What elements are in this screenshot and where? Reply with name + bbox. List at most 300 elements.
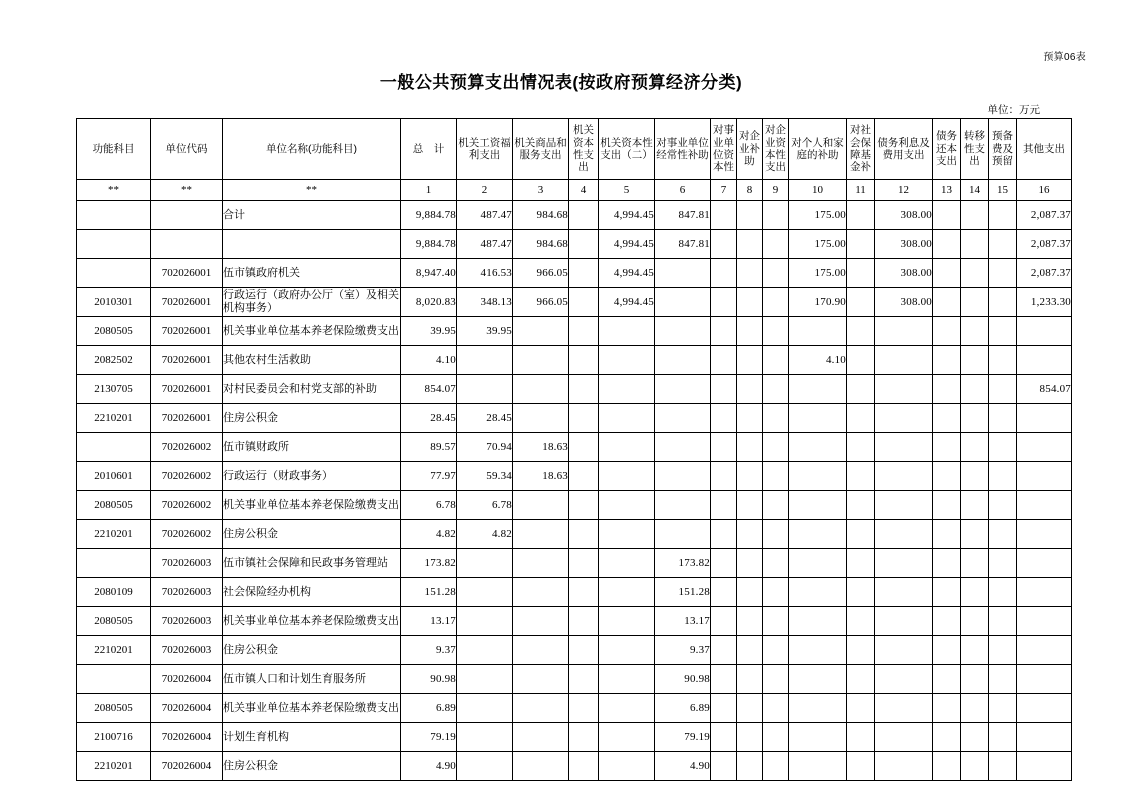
cell-amount-8 xyxy=(737,549,763,578)
cell-amount-6 xyxy=(655,433,711,462)
cell-amount-1: 13.17 xyxy=(401,607,457,636)
cell-amount-7 xyxy=(711,607,737,636)
cell-amount-8 xyxy=(737,259,763,288)
cell-amount-8 xyxy=(737,665,763,694)
cell-amount-10 xyxy=(789,665,847,694)
cell-unit-code: 702026001 xyxy=(151,259,223,288)
cell-amount-13 xyxy=(933,375,961,404)
cell-amount-3 xyxy=(513,694,569,723)
cell-amount-7 xyxy=(711,433,737,462)
cell-amount-5: 4,994.45 xyxy=(599,230,655,259)
cell-amount-5 xyxy=(599,346,655,375)
cell-amount-10 xyxy=(789,375,847,404)
cell-amount-15 xyxy=(989,346,1017,375)
cell-amount-4 xyxy=(569,404,599,433)
cell-amount-6 xyxy=(655,288,711,317)
cell-amount-7 xyxy=(711,636,737,665)
cell-amount-10: 175.00 xyxy=(789,259,847,288)
cell-amount-13 xyxy=(933,723,961,752)
col-num-goods: 3 xyxy=(513,180,569,201)
cell-amount-12 xyxy=(875,462,933,491)
cell-amount-9 xyxy=(763,665,789,694)
col-header-enterprise-subsidy: 对企业补助 xyxy=(737,119,763,180)
cell-amount-5 xyxy=(599,607,655,636)
cell-amount-14 xyxy=(961,520,989,549)
cell-amount-12 xyxy=(875,317,933,346)
cell-function-code xyxy=(77,665,151,694)
cell-amount-7 xyxy=(711,288,737,317)
cell-amount-3: 18.63 xyxy=(513,433,569,462)
cell-unit-code: 702026004 xyxy=(151,752,223,781)
cell-amount-11 xyxy=(847,404,875,433)
cell-amount-3 xyxy=(513,404,569,433)
cell-amount-3 xyxy=(513,723,569,752)
cell-amount-10 xyxy=(789,578,847,607)
cell-amount-10: 175.00 xyxy=(789,201,847,230)
cell-amount-4 xyxy=(569,317,599,346)
cell-amount-8 xyxy=(737,694,763,723)
cell-amount-5: 4,994.45 xyxy=(599,288,655,317)
cell-function-code xyxy=(77,259,151,288)
cell-amount-2: 6.78 xyxy=(457,491,513,520)
cell-amount-14 xyxy=(961,317,989,346)
cell-amount-11 xyxy=(847,346,875,375)
cell-amount-13 xyxy=(933,433,961,462)
cell-amount-14 xyxy=(961,346,989,375)
cell-amount-13 xyxy=(933,288,961,317)
col-header-institution-capital: 对事业单位资本性 xyxy=(711,119,737,180)
cell-amount-5 xyxy=(599,375,655,404)
cell-amount-5 xyxy=(599,462,655,491)
cell-function-code: 2080505 xyxy=(77,317,151,346)
cell-amount-16 xyxy=(1017,433,1072,462)
cell-amount-9 xyxy=(763,636,789,665)
cell-unit-code: 702026002 xyxy=(151,491,223,520)
cell-amount-9 xyxy=(763,549,789,578)
cell-unit-name xyxy=(223,230,401,259)
cell-amount-1: 173.82 xyxy=(401,549,457,578)
cell-amount-16 xyxy=(1017,549,1072,578)
cell-amount-3 xyxy=(513,491,569,520)
cell-amount-16 xyxy=(1017,491,1072,520)
cell-function-code xyxy=(77,549,151,578)
col-header-salary: 机关工资福利支出 xyxy=(457,119,513,180)
col-num-total: 1 xyxy=(401,180,457,201)
cell-amount-5: 4,994.45 xyxy=(599,201,655,230)
cell-amount-8 xyxy=(737,288,763,317)
cell-amount-13 xyxy=(933,462,961,491)
cell-amount-9 xyxy=(763,404,789,433)
cell-amount-3 xyxy=(513,549,569,578)
table-row xyxy=(77,723,1072,752)
table-header xyxy=(77,119,1072,201)
cell-unit-name: 住房公积金 xyxy=(223,404,401,433)
cell-amount-9 xyxy=(763,201,789,230)
cell-amount-7 xyxy=(711,549,737,578)
cell-amount-8 xyxy=(737,578,763,607)
cell-amount-9 xyxy=(763,433,789,462)
table-row xyxy=(77,288,1072,317)
cell-amount-9 xyxy=(763,375,789,404)
header-label-row xyxy=(77,119,1072,180)
cell-amount-2 xyxy=(457,346,513,375)
cell-amount-4 xyxy=(569,288,599,317)
cell-function-code: 2210201 xyxy=(77,636,151,665)
cell-function-code: 2010301 xyxy=(77,288,151,317)
cell-amount-16 xyxy=(1017,346,1072,375)
cell-amount-12: 308.00 xyxy=(875,288,933,317)
cell-amount-11 xyxy=(847,259,875,288)
col-header-goods: 机关商品和服务支出 xyxy=(513,119,569,180)
table-row xyxy=(77,752,1072,781)
col-header-unitcode: 单位代码 xyxy=(151,119,223,180)
cell-amount-9 xyxy=(763,230,789,259)
cell-amount-12 xyxy=(875,723,933,752)
cell-unit-name: 伍市镇社会保障和民政事务管理站 xyxy=(223,549,401,578)
col-num-salary: 2 xyxy=(457,180,513,201)
cell-amount-8 xyxy=(737,491,763,520)
cell-amount-8 xyxy=(737,433,763,462)
cell-function-code: 2210201 xyxy=(77,752,151,781)
cell-amount-5 xyxy=(599,694,655,723)
cell-amount-2 xyxy=(457,694,513,723)
cell-amount-9 xyxy=(763,462,789,491)
cell-amount-9 xyxy=(763,723,789,752)
col-num-debt-principal: 13 xyxy=(933,180,961,201)
cell-amount-12 xyxy=(875,636,933,665)
cell-unit-code xyxy=(151,230,223,259)
cell-amount-11 xyxy=(847,752,875,781)
cell-amount-11 xyxy=(847,201,875,230)
cell-amount-4 xyxy=(569,259,599,288)
cell-amount-4 xyxy=(569,375,599,404)
cell-amount-8 xyxy=(737,317,763,346)
cell-amount-6 xyxy=(655,259,711,288)
cell-amount-9 xyxy=(763,607,789,636)
cell-amount-1: 28.45 xyxy=(401,404,457,433)
cell-amount-3 xyxy=(513,607,569,636)
cell-amount-16 xyxy=(1017,317,1072,346)
cell-amount-2 xyxy=(457,578,513,607)
table-row xyxy=(77,665,1072,694)
cell-amount-1: 6.89 xyxy=(401,694,457,723)
cell-amount-8 xyxy=(737,404,763,433)
cell-amount-1: 9,884.78 xyxy=(401,230,457,259)
col-num-debt-interest: 12 xyxy=(875,180,933,201)
cell-amount-16 xyxy=(1017,665,1072,694)
cell-amount-5 xyxy=(599,404,655,433)
cell-amount-3 xyxy=(513,317,569,346)
col-header-other: 其他支出 xyxy=(1017,119,1072,180)
cell-amount-4 xyxy=(569,607,599,636)
cell-amount-1: 6.78 xyxy=(401,491,457,520)
cell-amount-4 xyxy=(569,346,599,375)
cell-amount-14 xyxy=(961,665,989,694)
cell-amount-11 xyxy=(847,636,875,665)
col-header-reserve: 预备费及预留 xyxy=(989,119,1017,180)
cell-function-code: 2100716 xyxy=(77,723,151,752)
col-header-total: 总 计 xyxy=(401,119,457,180)
table-row xyxy=(77,230,1072,259)
table-row xyxy=(77,375,1072,404)
cell-unit-name: 机关事业单位基本养老保险缴费支出 xyxy=(223,607,401,636)
cell-amount-4 xyxy=(569,433,599,462)
cell-amount-11 xyxy=(847,288,875,317)
cell-amount-14 xyxy=(961,549,989,578)
cell-amount-8 xyxy=(737,201,763,230)
cell-amount-10: 4.10 xyxy=(789,346,847,375)
cell-amount-6 xyxy=(655,491,711,520)
cell-amount-13 xyxy=(933,520,961,549)
cell-function-code: 2080109 xyxy=(77,578,151,607)
cell-amount-9 xyxy=(763,259,789,288)
cell-amount-1: 4.10 xyxy=(401,346,457,375)
cell-amount-3 xyxy=(513,578,569,607)
cell-amount-12 xyxy=(875,549,933,578)
cell-amount-2 xyxy=(457,636,513,665)
col-num-transfer: 14 xyxy=(961,180,989,201)
cell-amount-16: 1,233.30 xyxy=(1017,288,1072,317)
cell-amount-7 xyxy=(711,404,737,433)
col-header-household-subsidy: 对个人和家庭的补助 xyxy=(789,119,847,180)
cell-function-code: 2210201 xyxy=(77,520,151,549)
cell-amount-6: 173.82 xyxy=(655,549,711,578)
cell-amount-2 xyxy=(457,723,513,752)
cell-function-code: 2080505 xyxy=(77,607,151,636)
cell-amount-12 xyxy=(875,491,933,520)
cell-amount-11 xyxy=(847,520,875,549)
cell-amount-10: 175.00 xyxy=(789,230,847,259)
cell-amount-5 xyxy=(599,549,655,578)
cell-amount-14 xyxy=(961,288,989,317)
cell-amount-15 xyxy=(989,636,1017,665)
cell-amount-3 xyxy=(513,375,569,404)
col-num-enterprise-subsidy: 8 xyxy=(737,180,763,201)
col-header-institution-regular: 对事业单位经常性补助 xyxy=(655,119,711,180)
cell-amount-4 xyxy=(569,230,599,259)
cell-unit-code: 702026003 xyxy=(151,578,223,607)
cell-function-code: 2210201 xyxy=(77,404,151,433)
col-header-capital: 机关资本性支出 xyxy=(569,119,599,180)
cell-amount-5 xyxy=(599,317,655,346)
cell-unit-code: 702026001 xyxy=(151,288,223,317)
cell-amount-5 xyxy=(599,520,655,549)
cell-amount-15 xyxy=(989,491,1017,520)
cell-amount-6 xyxy=(655,520,711,549)
cell-amount-14 xyxy=(961,607,989,636)
cell-amount-3: 966.05 xyxy=(513,288,569,317)
cell-amount-8 xyxy=(737,607,763,636)
cell-unit-name: 住房公积金 xyxy=(223,520,401,549)
cell-amount-9 xyxy=(763,491,789,520)
cell-amount-5 xyxy=(599,433,655,462)
table-row xyxy=(77,317,1072,346)
cell-amount-7 xyxy=(711,694,737,723)
cell-amount-11 xyxy=(847,694,875,723)
cell-amount-16 xyxy=(1017,694,1072,723)
cell-unit-name: 伍市镇财政所 xyxy=(223,433,401,462)
cell-amount-11 xyxy=(847,607,875,636)
cell-amount-6 xyxy=(655,462,711,491)
cell-amount-8 xyxy=(737,346,763,375)
cell-amount-8 xyxy=(737,636,763,665)
col-header-debt-interest: 债务利息及费用支出 xyxy=(875,119,933,180)
cell-amount-3: 966.05 xyxy=(513,259,569,288)
table-row xyxy=(77,578,1072,607)
cell-amount-7 xyxy=(711,578,737,607)
cell-amount-8 xyxy=(737,752,763,781)
cell-amount-2: 39.95 xyxy=(457,317,513,346)
cell-amount-15 xyxy=(989,404,1017,433)
col-num-capital2: 5 xyxy=(599,180,655,201)
cell-amount-10 xyxy=(789,404,847,433)
cell-amount-15 xyxy=(989,665,1017,694)
cell-amount-15 xyxy=(989,230,1017,259)
cell-amount-3 xyxy=(513,665,569,694)
cell-amount-1: 77.97 xyxy=(401,462,457,491)
cell-amount-9 xyxy=(763,578,789,607)
cell-amount-13 xyxy=(933,404,961,433)
cell-amount-4 xyxy=(569,578,599,607)
cell-amount-1: 854.07 xyxy=(401,375,457,404)
table-row xyxy=(77,694,1072,723)
cell-amount-16 xyxy=(1017,636,1072,665)
cell-unit-code: 702026002 xyxy=(151,462,223,491)
cell-amount-13 xyxy=(933,578,961,607)
cell-amount-6: 151.28 xyxy=(655,578,711,607)
table-row xyxy=(77,636,1072,665)
cell-amount-13 xyxy=(933,752,961,781)
cell-amount-14 xyxy=(961,404,989,433)
page-title: 一般公共预算支出情况表(按政府预算经济分类) xyxy=(379,73,743,92)
cell-amount-12: 308.00 xyxy=(875,201,933,230)
cell-amount-3: 984.68 xyxy=(513,201,569,230)
cell-amount-14 xyxy=(961,723,989,752)
col-num-institution-regular: 6 xyxy=(655,180,711,201)
cell-amount-2: 416.53 xyxy=(457,259,513,288)
cell-unit-code: 702026003 xyxy=(151,607,223,636)
col-num-unitcode: ** xyxy=(151,180,223,201)
cell-amount-15 xyxy=(989,520,1017,549)
cell-amount-6: 847.81 xyxy=(655,230,711,259)
cell-amount-13 xyxy=(933,230,961,259)
cell-amount-10: 170.90 xyxy=(789,288,847,317)
cell-amount-4 xyxy=(569,636,599,665)
cell-amount-10 xyxy=(789,549,847,578)
cell-amount-13 xyxy=(933,346,961,375)
cell-amount-10 xyxy=(789,520,847,549)
cell-unit-code xyxy=(151,201,223,230)
budget-table xyxy=(76,118,1072,781)
cell-amount-16 xyxy=(1017,752,1072,781)
cell-amount-7 xyxy=(711,462,737,491)
col-header-debt-principal: 债务还本支出 xyxy=(933,119,961,180)
cell-amount-13 xyxy=(933,201,961,230)
cell-amount-7 xyxy=(711,723,737,752)
cell-amount-12 xyxy=(875,752,933,781)
cell-amount-5 xyxy=(599,491,655,520)
cell-amount-1: 90.98 xyxy=(401,665,457,694)
cell-amount-14 xyxy=(961,201,989,230)
cell-amount-4 xyxy=(569,462,599,491)
cell-amount-2: 487.47 xyxy=(457,230,513,259)
cell-unit-name: 机关事业单位基本养老保险缴费支出 xyxy=(223,694,401,723)
cell-amount-15 xyxy=(989,288,1017,317)
cell-amount-4 xyxy=(569,549,599,578)
col-header-capital2: 机关资本性支出（二） xyxy=(599,119,655,180)
cell-amount-4 xyxy=(569,520,599,549)
cell-amount-13 xyxy=(933,607,961,636)
cell-amount-16: 2,087.37 xyxy=(1017,201,1072,230)
cell-amount-2 xyxy=(457,375,513,404)
cell-amount-2: 59.34 xyxy=(457,462,513,491)
cell-amount-10 xyxy=(789,636,847,665)
form-code-label: 预算06表 xyxy=(1043,52,1086,63)
col-num-other: 16 xyxy=(1017,180,1072,201)
cell-amount-14 xyxy=(961,462,989,491)
cell-amount-14 xyxy=(961,491,989,520)
cell-amount-14 xyxy=(961,694,989,723)
cell-amount-3: 18.63 xyxy=(513,462,569,491)
cell-amount-14 xyxy=(961,433,989,462)
cell-amount-2: 28.45 xyxy=(457,404,513,433)
cell-amount-7 xyxy=(711,520,737,549)
col-num-capital: 4 xyxy=(569,180,599,201)
cell-amount-3 xyxy=(513,346,569,375)
cell-amount-2 xyxy=(457,752,513,781)
cell-amount-7 xyxy=(711,317,737,346)
cell-amount-1: 9.37 xyxy=(401,636,457,665)
cell-amount-13 xyxy=(933,636,961,665)
cell-amount-5 xyxy=(599,665,655,694)
cell-unit-code: 702026004 xyxy=(151,723,223,752)
cell-amount-14 xyxy=(961,752,989,781)
cell-amount-11 xyxy=(847,375,875,404)
cell-amount-1: 9,884.78 xyxy=(401,201,457,230)
cell-amount-13 xyxy=(933,694,961,723)
cell-amount-15 xyxy=(989,578,1017,607)
cell-amount-13 xyxy=(933,491,961,520)
cell-amount-4 xyxy=(569,694,599,723)
cell-amount-12 xyxy=(875,607,933,636)
cell-amount-8 xyxy=(737,375,763,404)
cell-amount-10 xyxy=(789,694,847,723)
col-num-enterprise-capital: 9 xyxy=(763,180,789,201)
cell-amount-10 xyxy=(789,317,847,346)
cell-amount-15 xyxy=(989,259,1017,288)
cell-unit-name: 行政运行（财政事务） xyxy=(223,462,401,491)
table-row xyxy=(77,462,1072,491)
cell-amount-4 xyxy=(569,201,599,230)
cell-amount-2 xyxy=(457,665,513,694)
cell-amount-7 xyxy=(711,346,737,375)
table-row xyxy=(77,346,1072,375)
cell-amount-14 xyxy=(961,259,989,288)
cell-amount-8 xyxy=(737,520,763,549)
cell-amount-1: 4.90 xyxy=(401,752,457,781)
table-row xyxy=(77,549,1072,578)
cell-amount-12: 308.00 xyxy=(875,230,933,259)
cell-amount-9 xyxy=(763,288,789,317)
cell-unit-name: 社会保险经办机构 xyxy=(223,578,401,607)
cell-amount-15 xyxy=(989,607,1017,636)
cell-amount-1: 79.19 xyxy=(401,723,457,752)
cell-amount-11 xyxy=(847,491,875,520)
cell-amount-6: 90.98 xyxy=(655,665,711,694)
cell-amount-4 xyxy=(569,752,599,781)
cell-amount-16: 2,087.37 xyxy=(1017,259,1072,288)
cell-amount-1: 151.28 xyxy=(401,578,457,607)
